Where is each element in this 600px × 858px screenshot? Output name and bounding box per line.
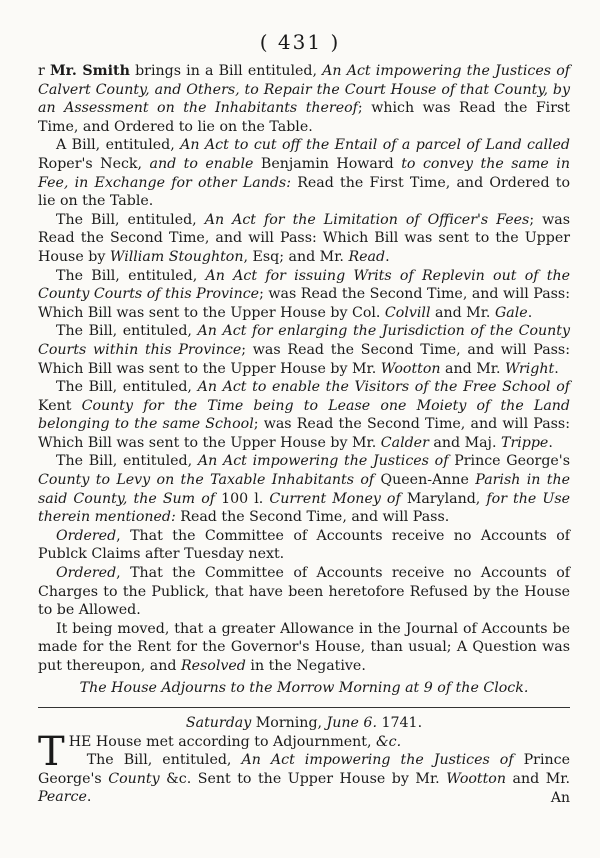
- text-run: Trippe: [500, 434, 549, 451]
- adjournment-line: The House Adjourns to the Morrow Morning at 9 of the Clock.: [79, 679, 529, 696]
- text-run: The Bill, entituled,: [56, 267, 206, 284]
- text-run: .: [527, 304, 533, 321]
- text-run: Resolved: [180, 658, 246, 674]
- text-run: An Act to cut off the Entail of a parcel of Land called: [180, 137, 571, 154]
- text-run: .: [554, 360, 559, 377]
- text-run: Pearce: [38, 789, 87, 806]
- text-run: Read the Second Time, and will Pass.: [175, 509, 450, 526]
- text-run: brings in a Bill entituled,: [129, 63, 323, 79]
- text-run: and Mr.: [506, 770, 570, 787]
- text-run: &c.: [376, 733, 402, 750]
- text-run: in the Negative.: [245, 658, 366, 674]
- page-number: ( 431 ): [259, 30, 341, 54]
- text-run: 100 l.: [221, 490, 270, 507]
- day-year: 1741.: [376, 715, 423, 731]
- text-run: Colvill: [384, 304, 431, 321]
- section-divider: [38, 707, 570, 708]
- text-run: Maryland,: [406, 490, 487, 507]
- text-run: County for the Time being to Lease one Moiety of the Land belonging to the same School: [38, 397, 570, 433]
- text-run: and Maj.: [428, 434, 501, 451]
- text-run: Ordered: [56, 565, 117, 582]
- text-run: for the Use therein mentioned:: [38, 490, 570, 526]
- text-run: Parish in the said County, the Sum of: [38, 472, 570, 507]
- text-run: Gale: [494, 304, 528, 321]
- text-run: The Bill, entituled,: [86, 752, 242, 769]
- paragraph: [38, 564, 570, 620]
- text-run: An Act for issuing Writs of Replevin out of the County Courts of this Province: [38, 267, 570, 303]
- text-run: It being moved, that a greater Allowance in the Journal of Accounts be made for the Rent for the Governor's House, than usual; A Question was put thereupon, and: [38, 620, 570, 674]
- text-run: An Act impowering the Justices of: [241, 752, 524, 769]
- text-run: County: [108, 770, 160, 787]
- text-run: Read the First Time, and Ordered to lie on the Table.: [38, 174, 570, 210]
- catchword: An: [550, 790, 570, 806]
- text-run: Roper's Neck,: [38, 155, 150, 172]
- text-run: .: [548, 434, 553, 451]
- paragraph: [38, 322, 570, 378]
- text-run: HE House met according to Adjournment,: [68, 733, 377, 750]
- text-run: Queen-Anne: [380, 472, 476, 489]
- text-run: An Act impowering the Justices of Calvert County, and Others, to Repair the Court House of that County, by an Assessment on the Inhabitants thereof: [38, 63, 570, 117]
- paragraph: [38, 620, 570, 676]
- text-run: The Bill, entituled,: [56, 323, 198, 340]
- text-run: Prince George's: [454, 453, 570, 470]
- paragraph: [38, 211, 570, 267]
- text-run: Ordered: [56, 527, 117, 544]
- text-run: and to enable: [149, 155, 261, 172]
- text-run: A Bill, entituled,: [56, 137, 181, 154]
- text-run: r: [38, 63, 50, 79]
- text-run: , That the Committee of Accounts receive no Accounts of Publck Claims after Tuesday next.: [38, 527, 570, 563]
- paragraph: [38, 527, 570, 564]
- day-heading: [38, 714, 570, 733]
- day-paragraph: [38, 751, 570, 807]
- text-run: Kent: [38, 397, 82, 414]
- text-run: , That the Committee of Accounts receive no Accounts of Charges to the Publick, that have been heretofore Refused by the House to be Allowed.: [38, 565, 570, 619]
- text-run: &c. Sent to the Upper House by Mr.: [159, 770, 447, 787]
- text-run: ; was Read the Second Time, and will Pass: Which Bill was sent to the Upper House by: [38, 211, 570, 265]
- paragraph: [38, 267, 570, 323]
- paragraph: [38, 62, 570, 136]
- drop-cap: T: [38, 728, 65, 775]
- paragraph: [38, 452, 570, 526]
- text-run: Wootton: [380, 360, 441, 377]
- day-name: Saturday: [185, 715, 252, 731]
- text-run: Benjamin Howard: [260, 155, 402, 172]
- text-run: The Bill, entituled,: [56, 211, 205, 228]
- paragraph: [38, 136, 570, 210]
- text-run: County to Levy on the Taxable Inhabitants of: [38, 472, 381, 489]
- text-run: An Act impowering the Justices of: [197, 453, 455, 470]
- text-run: ; was Read the Second Time, and will Pass: Which Bill was sent to the Upper House by Mr.: [38, 416, 570, 451]
- text-run: Read: [348, 248, 386, 265]
- text-run: to convey the same in Fee, in Exchange for other Lands:: [38, 155, 570, 191]
- text-run: The Bill, entituled,: [56, 453, 198, 470]
- paragraph: [38, 378, 570, 452]
- saturday-section: [38, 714, 570, 807]
- text-run: .: [86, 789, 92, 806]
- text-run: Current Money of: [269, 490, 407, 507]
- text-run: An Act to enable the Visitors of the Free School of: [197, 379, 570, 396]
- text-run: The Bill, entituled,: [56, 379, 198, 396]
- text-run: Wootton: [446, 770, 506, 787]
- text-run: and Mr.: [440, 360, 506, 377]
- text-run: An Act for enlarging the Jurisdiction of the County Courts within this Province: [38, 323, 570, 358]
- text-run: , Esq; and Mr.: [243, 248, 349, 265]
- text-run: ; which was Read the First Time, and Ordered to lie on the Table.: [38, 100, 570, 135]
- day-date: June 6.: [326, 715, 377, 731]
- text-run: Calder: [380, 434, 429, 451]
- text-run: .: [385, 248, 390, 265]
- text-run: ; was Read the Second Time, and will Pass: Which Bill was sent to the Upper House by Mr.: [38, 341, 570, 377]
- text-run: Wright: [505, 360, 555, 377]
- text-run: and Mr.: [430, 304, 495, 321]
- proceedings-body: [38, 62, 570, 697]
- text-run: ; was Read the Second Time, and will Pass: Which Bill was sent to the Upper House by Col.: [38, 286, 570, 321]
- text-run: An Act for the Limitation of Officer's Fees: [204, 211, 530, 228]
- text-run: Mr. Smith: [49, 63, 130, 79]
- day-mid: Morning,: [251, 715, 327, 731]
- text-run: William Stoughton: [109, 248, 244, 265]
- text-run: Prince George's: [38, 752, 570, 787]
